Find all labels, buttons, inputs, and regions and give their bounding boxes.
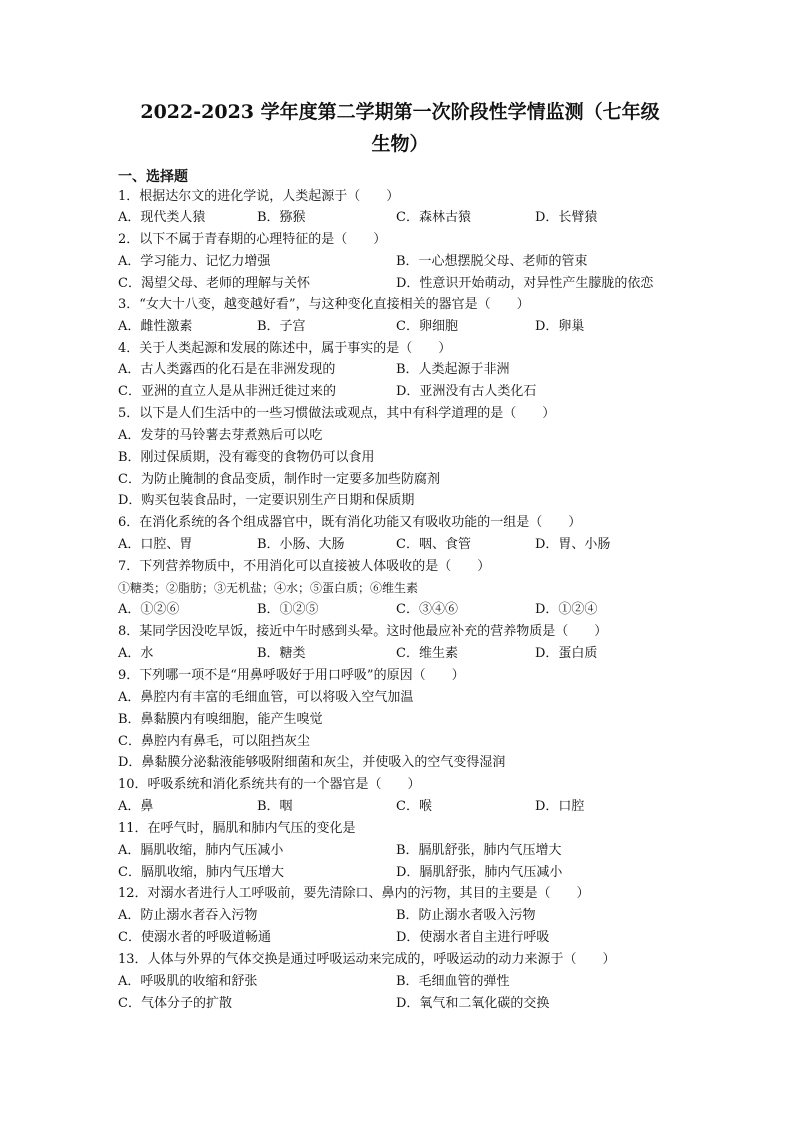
question-2-option-d: D．性意识开始萌动，对异性产生朦胧的依恋 [396, 276, 654, 291]
question-9-option-b: B．鼻黏膜内有嗅细胞，能产生嗅觉 [118, 712, 323, 727]
question-11-option-a: A．膈肌收缩，肺内气压减小 [118, 843, 284, 858]
question-13-option-b: B．毛细血管的弹性 [396, 974, 510, 989]
question-2-option-b: B．一心想摆脱父母、老师的管束 [396, 254, 588, 269]
question-7-option-b: B．①②⑤ [257, 602, 319, 617]
question-1-option-c: C．森林古猿 [396, 210, 471, 225]
question-3-option-c: C．卵细胞 [396, 319, 458, 334]
question-10-option-b: B．咽 [257, 799, 293, 814]
question-13-stem: 13．人体与外界的气体交换是通过呼吸运动来完成的，呼吸运动的动力来源于（ ） [118, 952, 616, 967]
question-8-option-a: A．水 [118, 646, 154, 661]
question-5-option-d: D．购买包装食品时，一定要识别生产日期和保质期 [118, 493, 415, 508]
question-1-option-d: D．长臂猿 [535, 210, 598, 225]
question-12-stem: 12．对溺水者进行人工呼吸前，要先清除口、鼻内的污物，其目的主要是（ ） [118, 886, 590, 901]
question-9-option-c: C．鼻腔内有鼻毛，可以阻挡灰尘 [118, 734, 310, 749]
question-11-option-d: D．膈肌舒张，肺内气压减小 [396, 865, 563, 880]
question-3-option-d: D．卵巢 [535, 319, 585, 334]
question-4-option-b: B．人类起源于非洲 [396, 362, 510, 377]
question-12-option-b: B．防止溺水者吸入污物 [396, 908, 536, 923]
question-11-option-c: C．膈肌收缩，肺内气压增大 [118, 865, 284, 880]
exam-title-line2: 生物） [371, 133, 429, 155]
question-1-option-a: A．现代类人猿 [118, 210, 206, 225]
question-8-option-c: C．维生素 [396, 646, 458, 661]
question-5-option-a: A．发芽的马铃薯去芽煮熟后可以吃 [118, 428, 323, 443]
question-10-option-d: D．口腔 [535, 799, 585, 814]
question-1-stem: 1．根据达尔文的进化学说，人类起源于（ ） [118, 189, 400, 204]
question-6-option-c: C．咽、食管 [396, 537, 471, 552]
question-10-stem: 10．呼吸系统和消化系统共有的一个器官是（ ） [118, 777, 421, 792]
section-heading: 一、选择题 [118, 169, 188, 185]
question-11-option-b: B．膈肌舒张，肺内气压增大 [396, 843, 562, 858]
question-11-stem: 11．在呼气时，膈肌和肺内气压的变化是 [118, 821, 356, 836]
question-2-option-a: A．学习能力、记忆力增强 [118, 254, 271, 269]
question-6-option-d: D．胃、小肠 [535, 537, 611, 552]
question-3-stem: 3．“女大十八变，越变越好看”，与这种变化直接相关的器官是（ ） [118, 297, 530, 312]
question-10-option-c: C．喉 [396, 799, 432, 814]
question-5-option-b: B．刚过保质期，没有霉变的食物仍可以食用 [118, 450, 375, 465]
question-8-option-d: D．蛋白质 [535, 646, 598, 661]
question-13-option-d: D．氧气和二氧化碳的交换 [396, 996, 550, 1011]
question-9-option-d: D．鼻黏膜分泌黏液能够吸附细菌和灰尘，并使吸入的空气变得湿润 [118, 755, 506, 770]
question-10-option-a: A．鼻 [118, 799, 154, 814]
question-2-option-c: C．渴望父母、老师的理解与关怀 [118, 276, 310, 291]
question-7-items: ①糖类；②脂肪；③无机盐；④水；⑤蛋白质；⑥维生素 [118, 581, 419, 595]
question-13-option-c: C．气体分子的扩散 [118, 996, 232, 1011]
question-7-option-d: D．①②④ [535, 602, 598, 617]
exam-title-line1: 2022-2023 学年度第二学期第一次阶段性学情监测（七年级 [140, 101, 660, 123]
question-6-option-b: B．小肠、大肠 [257, 537, 345, 552]
question-8-stem: 8．某同学因没吃早饭，接近中午时感到头晕。这时他最应补充的营养物质是（ ） [118, 624, 608, 639]
question-6-stem: 6．在消化系统的各个组成器官中，既有消化功能又有吸收功能的一组是（ ） [118, 515, 582, 530]
question-13-option-a: A．呼吸肌的收缩和舒张 [118, 974, 258, 989]
question-5-stem: 5．以下是人们生活中的一些习惯做法或观点，其中有科学道理的是（ ） [118, 406, 556, 421]
question-4-option-a: A．古人类露西的化石是在非洲发现的 [118, 362, 336, 377]
question-4-option-c: C．亚洲的直立人是从非洲迁徙过来的 [118, 384, 336, 399]
question-2-stem: 2．以下不属于青春期的心理特征的是（ ） [118, 232, 387, 247]
question-4-option-d: D．亚洲没有古人类化石 [396, 384, 537, 399]
question-12-option-c: C．使溺水者的呼吸道畅通 [118, 930, 271, 945]
question-5-option-c: C．为防止腌制的食品变质，制作时一定要多加些防腐剂 [118, 472, 440, 487]
question-12-option-d: D．使溺水者自主进行呼吸 [396, 930, 550, 945]
question-3-option-b: B．子宫 [257, 319, 306, 334]
question-8-option-b: B．糖类 [257, 646, 306, 661]
question-12-option-a: A．防止溺水者吞入污物 [118, 908, 258, 923]
question-4-stem: 4．关于人类起源和发展的陈述中，属于事实的是（ ） [118, 341, 452, 356]
question-7-option-c: C．③④⑥ [396, 602, 458, 617]
question-6-option-a: A．口腔、胃 [118, 537, 193, 552]
question-9-stem: 9．下列哪一项不是“用鼻呼吸好于用口呼吸”的原因（ ） [118, 668, 465, 683]
question-1-option-b: B．猕猴 [257, 210, 306, 225]
question-3-option-a: A．雌性激素 [118, 319, 193, 334]
question-7-option-a: A．①②⑥ [118, 602, 180, 617]
question-7-stem: 7．下列营养物质中，不用消化可以直接被人体吸收的是（ ） [118, 559, 491, 574]
question-9-option-a: A．鼻腔内有丰富的毛细血管，可以将吸入空气加温 [118, 690, 414, 705]
